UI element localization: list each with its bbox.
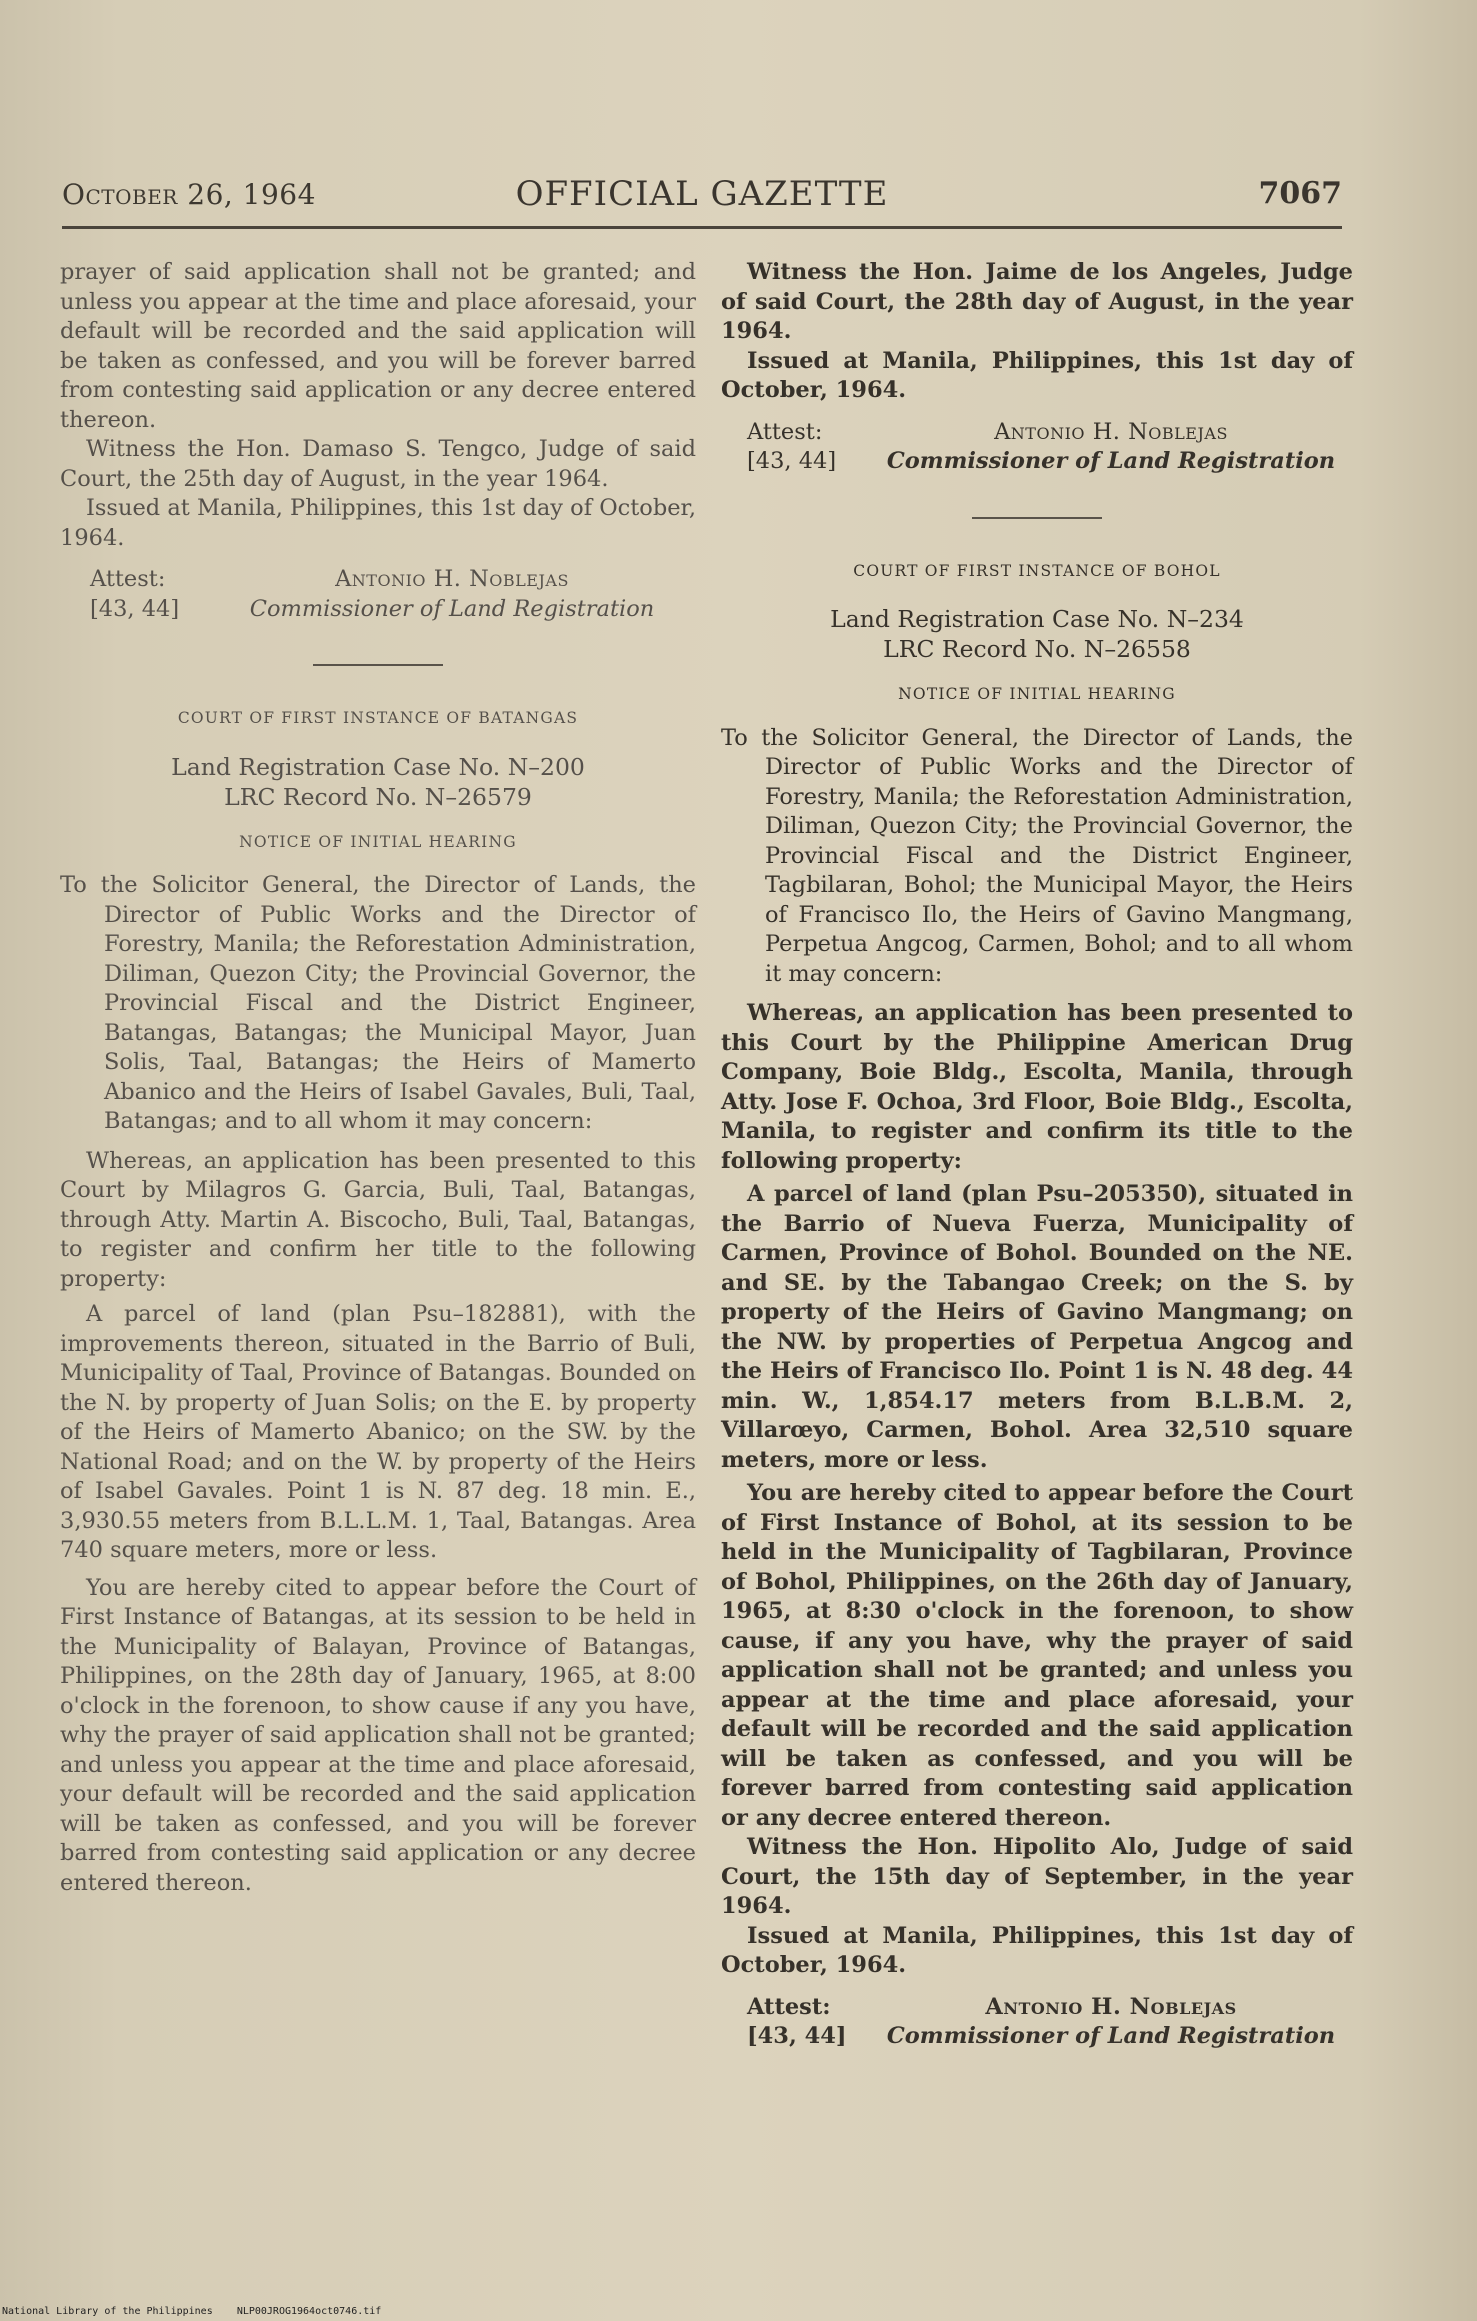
court-heading: COURT OF FIRST INSTANCE OF BATANGAS: [177, 709, 579, 727]
page-number: 7067: [1258, 176, 1342, 211]
attest-name: Antonio H. Noblejas: [335, 566, 569, 592]
lrc-record-number-right: LRC Record No. N–26558: [883, 635, 1191, 663]
case-number-right: Land Registration Case No. N–234: [830, 605, 1244, 633]
addressees-paragraph: To the Solicitor General, the Director of Lands, the Director of Public Works and the Director of Forestry, Manila; the Reforestation Administration, Diliman, Quezon City; the Provincial Governor, the Provincial Fiscal and the District Engineer, Batangas, Batangas; the Municipal Mayor, Juan Solis, Taal, Batangas; the Heirs of Mamerto Abanico and the Heirs of Isabel Gavales, Buli, Taal, Batangas; and to all whom it may concern:: [60, 872, 696, 1134]
parcel-description-right: A parcel of land (plan Psu–205350), situated in the Barrio of Nueva Fuerza, Municipality of Carmen, Province of Bohol. Bounded on the NE. and SE. by the Tabangao Creek; on the S. by property of the Heirs of Gavino Mangmang; on the NW. by properties of Perpetua Angcog and the Heirs of Francisco Ilo. Point 1 is N. 48 deg. 44 min. W., 1,854.17 meters from B.L.B.M. 2, Villarœyo, Carmen, Bohol. Area 32,510 square meters, more or less.: [721, 1181, 1353, 1473]
attest-ref-2: [43, 44]: [747, 2023, 847, 2049]
attest-title-row: [60, 595, 696, 625]
lrc-record-number: LRC Record No. N–26579: [224, 782, 532, 811]
witness-paragraph: Witness the Hon. Damaso S. Tengco, Judge of said Court, the 25th day of August, in the year 1964.: [60, 436, 696, 492]
attest-name-2: Antonio H. Noblejas: [985, 1993, 1237, 2020]
attest-ref: [43, 44]: [90, 595, 180, 622]
citation-paragraph-right: You are hereby cited to appear before the Court of First Instance of Bohol, at its session to be held in the Municipality of Tagbilaran, Province of Bohol, Philippines, on the 26th day of January, 1965, at 8:30 o'clock in the forenoon, to show cause, if any you have, why the prayer of said application shall not be granted; and unless you appear at the time and place aforesaid, your default will be recorded and the said application will be taken as confessed, and you will be forever barred from contesting said application or any decree entered thereon.: [721, 1480, 1353, 1831]
attest-title: Commissioner of Land Registration: [249, 595, 655, 622]
attest-title-row-1: [721, 447, 1353, 477]
whereas-paragraph-right: Whereas, an application has been presented to this Court by the Philippine American Drug Company, Boie Bldg., Escolta, Manila, through Atty. Jose F. Ochoa, 3rd Floor, Boie Bldg., Escolta, Manila, to register and confirm its title to the following property:: [721, 1000, 1353, 1174]
issued-paragraph-2: Issued at Manila, Philippines, this 1st day of October, 1964.: [721, 1922, 1353, 1978]
scan-footer: [2, 2306, 381, 2317]
whereas-paragraph: Whereas, an application has been presented to this Court by Milagros G. Garcia, Buli, Taal, Batangas, through Atty. Martin A. Biscocho, Buli, Taal, Batangas, to register and confirm her title to the following property:: [60, 1147, 696, 1292]
attest-label-2: Attest:: [747, 1993, 831, 2020]
issue-date: October 26, 1964: [62, 178, 316, 211]
page-header: [62, 172, 1342, 222]
scan-filename: NLP00JROG1964oct0746.tif: [236, 2306, 382, 2317]
issued-paragraph: Issued at Manila, Philippines, this 1st day of October, 1964.: [60, 495, 696, 551]
parcel-description: A parcel of land (plan Psu–182881), with the improvements thereon, situated in the Barrio of Buli, Municipality of Taal, Province of Batangas. Bounded on the N. by property of Juan Solis; on the E. by property of the Heirs of Mamerto Abanico; on the SW. by the National Road; and on the W. by property of the Heirs of Isabel Gavales. Point 1 is N. 87 deg. 18 min. E., 3,930.55 meters from B.L.L.M. 1, Taal, Batangas. Area 740 square meters, more or less.: [60, 1301, 696, 1563]
notice-heading: NOTICE OF INITIAL HEARING: [239, 832, 517, 851]
header-rule: [62, 226, 1342, 229]
attest-name-1: Antonio H. Noblejas: [994, 418, 1228, 445]
issued-paragraph-1: Issued at Manila, Philippines, this 1st day of October, 1964.: [721, 347, 1353, 403]
attest-label: Attest:: [90, 566, 166, 592]
library-credit: National Library of the Philippines: [2, 2306, 213, 2317]
attest-block-2: [721, 1993, 1353, 2023]
right-column: [721, 258, 1353, 2052]
attest-title-1: Commissioner of Land Registration: [886, 448, 1336, 474]
attest-ref-1: [43, 44]: [747, 448, 837, 474]
left-column: [60, 258, 696, 1898]
case-number: Land Registration Case No. N–200: [171, 752, 585, 781]
attest-title-2: Commissioner of Land Registration: [886, 2023, 1336, 2049]
court-heading-right: COURT OF FIRST INSTANCE OF BOHOL: [853, 561, 1221, 580]
notice-heading-right: NOTICE OF INITIAL HEARING: [898, 685, 1176, 703]
addressees-paragraph-right: To the Solicitor General, the Director of Lands, the Director of Public Works and the Director of Forestry, Manila; the Reforestation Administration, Diliman, Quezon City; the Provincial Governor, the Provincial Fiscal and the District Engineer, Tagbilaran, Bohol; the Municipal Mayor, the Heirs of Francisco Ilo, the Heirs of Gavino Mangmang, Perpetua Angcog, Carmen, Bohol; and to all whom it may concern:: [721, 724, 1353, 987]
witness-paragraph-1: Witness the Hon. Jaime de los Angeles, Judge of said Court, the 28th day of August, in the year 1964.: [721, 259, 1353, 344]
attest-block-1: [721, 418, 1353, 448]
citation-paragraph: You are hereby cited to appear before the Court of First Instance of Batangas, at its session to be held in the Municipality of Balayan, Province of Batangas, Philippines, on the 28th day of January, 1965, at 8:00 o'clock in the forenoon, to show cause if any you have, why the prayer of said application shall not be granted; and unless you appear at the time and place aforesaid, your default will be recorded and the said application will be taken as confessed, and you will be forever barred from contesting said application or any decree entered thereon.: [60, 1574, 696, 1896]
witness-paragraph-2: Witness the Hon. Hipolito Alo, Judge of said Court, the 15th day of September, in the year 1964.: [721, 1834, 1353, 1919]
publication-title: OFFICIAL GAZETTE: [515, 174, 889, 214]
attest-block: [60, 565, 696, 595]
continued-paragraph: prayer of said application shall not be granted; and unless you appear at the time and place aforesaid, your default will be recorded and the said application will be taken as confessed, and you will be forever barred from contesting said application or any decree entered thereon.: [60, 259, 696, 433]
attest-title-row-2: [721, 2022, 1353, 2052]
attest-label-1: Attest:: [747, 418, 823, 445]
